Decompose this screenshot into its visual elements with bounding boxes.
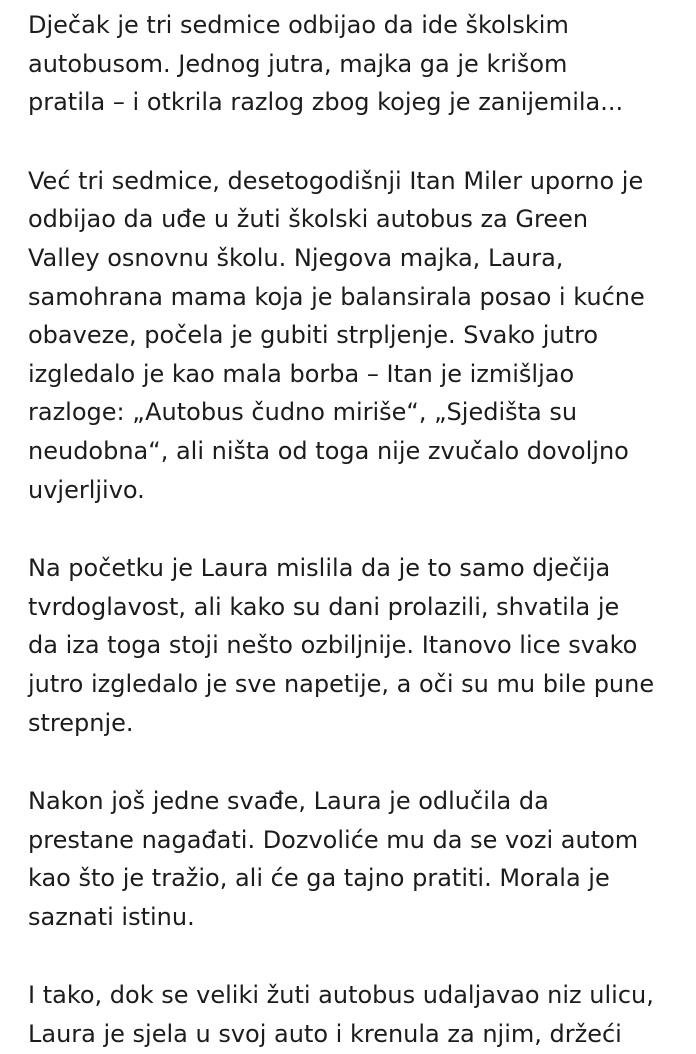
text-line: autobusom. Jednog jutra, majka ga je krišom [28,49,568,78]
text-line: prestane nagađati. Dozvoliće mu da se vozi autom [28,825,639,854]
text-line: Na početku je Laura mislila da je to samo dječija [28,554,611,583]
text-line: I tako, dok se veliki žuti autobus udaljavao niz ulicu, [28,981,654,1010]
text-line: kao što je tražio, ali će ga tajno pratiti. Morala je [28,864,610,893]
paragraph-4 [28,782,684,936]
text-line: saznati istinu. [28,902,195,931]
text-line: Laura je sjela u svoj auto i krenula za njim, držeći [28,1020,622,1049]
text-line: obaveze, počela je gubiti strpljenje. Svako jutro [28,321,599,350]
text-line: strepnje. [28,708,134,737]
text-line: samohrana mama koja je balansirala posao i kućne [28,282,645,311]
paragraph-5 [28,976,684,1053]
text-line: Nakon još jedne svađe, Laura je odlučila da [28,787,549,816]
paragraph-2 [28,162,684,509]
text-line: jutro izgledalo je sve napetije, a oči su mu bile pune [28,669,655,698]
text-line: tvrdoglavost, ali kako su dani prolazili, shvatila je [28,592,620,621]
text-line: da iza toga stoji nešto ozbiljnije. Itanovo lice svako [28,631,638,660]
text-line: pratila – i otkrila razlog zbog kojeg je zanijemila... [28,88,624,117]
text-line: izgledalo je kao mala borba – Itan je izmišljao [28,359,575,388]
text-line: neudobna“, ali ništa od toga nije zvučalo dovoljno [28,436,629,465]
text-line: Valley osnovnu školu. Njegova majka, Laura, [28,243,564,272]
text-line: uvjerljivo. [28,475,145,504]
text-line: Već tri sedmice, desetogodišnji Itan Miler uporno je [28,166,644,195]
text-line: Dječak je tri sedmice odbijao da ide školskim [28,11,569,39]
text-line: razloge: „Autobus čudno miriše“, „Sjedišta su [28,398,578,427]
paragraph-3 [28,549,684,742]
paragraph-intro [28,6,684,122]
text-line: odbijao da uđe u žuti školski autobus za Green [28,205,589,234]
